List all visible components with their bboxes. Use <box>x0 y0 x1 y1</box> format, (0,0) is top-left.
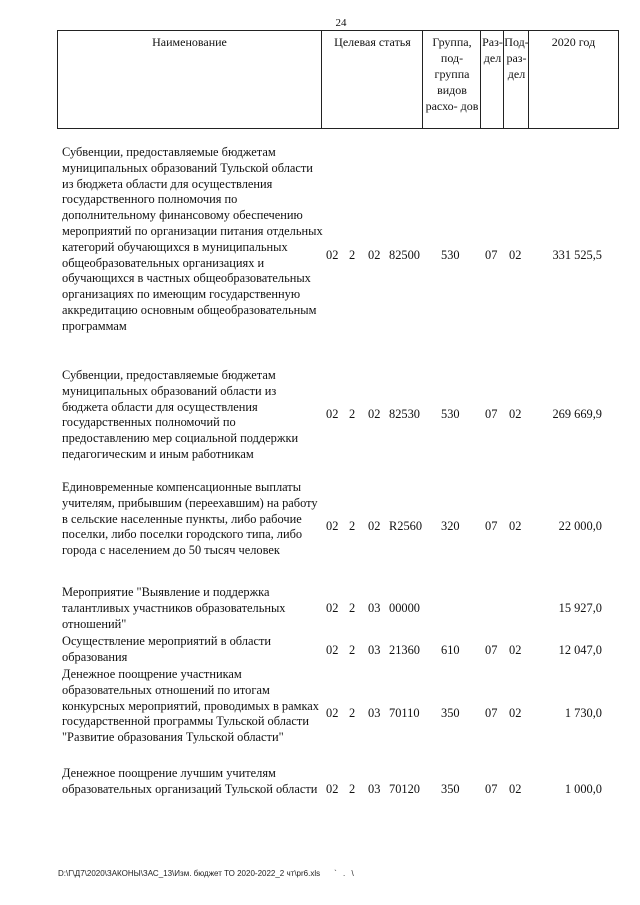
row-group: 350 <box>441 706 460 720</box>
header-name: Наименование <box>152 35 227 49</box>
row-code-direction: 21360 <box>389 643 420 657</box>
header-name-cell <box>58 31 321 128</box>
row-code-subprogram: 2 <box>349 706 356 720</box>
row-code-direction: 00000 <box>389 601 420 615</box>
row-subsection: 02 <box>509 519 522 533</box>
row-code-subprogram: 2 <box>349 519 356 533</box>
row-code-direction: 70120 <box>389 782 420 796</box>
row-code-event: 03 <box>368 643 381 657</box>
row-code-direction: 82530 <box>389 407 420 421</box>
row-code-program: 02 <box>326 248 339 262</box>
row-subsection: 02 <box>509 248 522 262</box>
row-name: Денежное поощрение лучшим учителям образовательных организаций Тульской области <box>62 766 318 796</box>
row-code-program: 02 <box>326 519 339 533</box>
page-number: 24 <box>335 17 347 29</box>
row-code-direction: 70110 <box>389 706 420 720</box>
row-section: 07 <box>485 519 498 533</box>
row-group: 350 <box>441 782 460 796</box>
row-amount: 1 000,0 <box>564 782 602 796</box>
row-name: Мероприятие "Выявление и поддержка талантливых участников образовательных отношений" <box>62 585 286 631</box>
row-code-event: 02 <box>368 519 381 533</box>
row-amount: 15 927,0 <box>558 601 602 615</box>
row-subsection: 02 <box>509 407 522 421</box>
row-code-subprogram: 2 <box>349 643 356 657</box>
row-amount: 1 730,0 <box>564 706 602 720</box>
row-name: Осуществление мероприятий в области образования <box>62 634 272 664</box>
row-name: Денежное поощрение участникам образовательных отношений по итогам конкурсных мероприятий, проводимых в рамках государственной программы Тульской области "Развитие образования Тульской области" <box>62 667 319 745</box>
row-subsection: 02 <box>509 643 522 657</box>
row-code-direction: 82500 <box>389 248 420 262</box>
row-code-program: 02 <box>326 706 339 720</box>
row-group: 320 <box>441 519 460 533</box>
header-target: Целевая статья <box>334 35 411 49</box>
header-section: Раз- дел <box>482 35 503 65</box>
header-year-cell <box>528 31 618 128</box>
row-code-event: 02 <box>368 248 381 262</box>
row-code-subprogram: 2 <box>349 601 356 615</box>
header-group-cell <box>422 31 481 128</box>
row-group: 530 <box>441 248 460 262</box>
row-amount: 22 000,0 <box>558 519 602 533</box>
header-subsection-cell <box>503 31 529 128</box>
file-path-footer <box>58 869 356 878</box>
row-section: 07 <box>485 782 498 796</box>
header-target-cell <box>321 31 423 128</box>
row-subsection: 02 <box>509 706 522 720</box>
row-amount: 269 669,9 <box>552 407 602 421</box>
row-code-event: 02 <box>368 407 381 421</box>
row-code-event: 03 <box>368 601 381 615</box>
row-group: 610 <box>441 643 460 657</box>
row-amount: 331 525,5 <box>552 248 602 262</box>
file-path: D:\Г\Д7\2020\ЗАКОНЫ\ЗАС_13\Изм. бюджет ТО 2020-2022_2 чт\pr6.xls <box>58 869 321 878</box>
row-code-program: 02 <box>326 643 339 657</box>
header-group: Группа, под- группа видов расхо- дов <box>425 35 479 113</box>
row-name: Единовременные компенсационные выплаты учителям, прибывшим (переехавшим) на работу в сельские населенные пункты, либо рабочие поселки, либо поселки городского типа, либо города с населением до 50 тысяч человек <box>62 480 318 558</box>
row-code-program: 02 <box>326 601 339 615</box>
table-header <box>57 30 619 129</box>
row-name: Субвенции, предоставляемые бюджетам муниципальных образований области из бюджета области для осуществления государственных полномочий по предоставлению мер социальной поддержки педагогическим и иным работникам <box>62 368 299 461</box>
row-code-direction: R2560 <box>389 519 423 533</box>
row-code-event: 03 <box>368 706 381 720</box>
header-year: 2020 год <box>551 35 596 49</box>
scan-marks: ` . \ <box>334 869 356 878</box>
header-section-cell <box>480 31 504 128</box>
row-code-subprogram: 2 <box>349 782 356 796</box>
row-section: 07 <box>485 407 498 421</box>
row-amount: 12 047,0 <box>558 643 602 657</box>
row-code-program: 02 <box>326 782 339 796</box>
row-section: 07 <box>485 643 498 657</box>
row-name: Субвенции, предоставляемые бюджетам муниципальных образований Тульской области из бюджета области для осуществления государственного полномочия по дополнительному финансовому обеспечению мероприятий по организации питания отдельных категорий обучающихся в муниципальных общеобразовательных организациях и обучающихся в частных общеобразовательных организациях по имеющим государственную аккредитацию основным общеобразовательным программам <box>62 145 323 333</box>
row-section: 07 <box>485 706 498 720</box>
row-group: 530 <box>441 407 460 421</box>
row-code-subprogram: 2 <box>349 248 356 262</box>
row-code-program: 02 <box>326 407 339 421</box>
header-subsection: Под- раз- дел <box>504 35 529 81</box>
row-code-event: 03 <box>368 782 381 796</box>
row-section: 07 <box>485 248 498 262</box>
row-subsection: 02 <box>509 782 522 796</box>
row-code-subprogram: 2 <box>349 407 356 421</box>
